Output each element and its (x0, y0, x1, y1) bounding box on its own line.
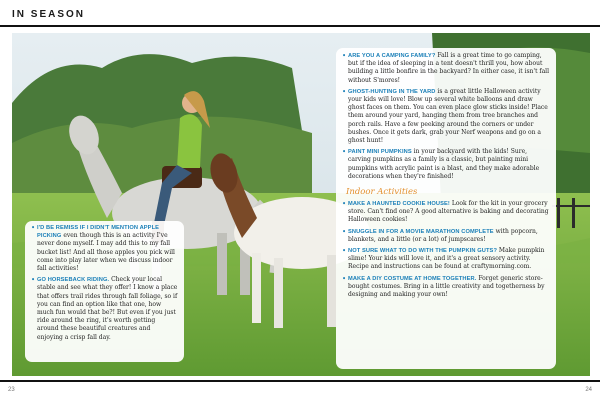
item-lead: ARE YOU A CAMPING FAMILY? (348, 53, 436, 59)
bullet-icon: • (342, 274, 347, 283)
list-item (342, 88, 550, 145)
item-lead: I'D BE REMISS IF I DIDN'T MENTION APPLE PICKING (37, 225, 160, 240)
item-text: with popcorn, blankets, and a little (or a lot) of jumpscares! (348, 227, 538, 243)
list-item (342, 200, 550, 225)
list-item (342, 247, 550, 272)
list-item (342, 228, 550, 244)
item-text: in your backyard with the kids! Sure, carving pumpkins as a family is a classic, but painting mini pumpkins with acrylic paint is a blast, and they make adorable decorations when they're finished! (348, 148, 540, 180)
list-item (31, 224, 178, 273)
bullet-icon: • (342, 52, 347, 60)
bullet-icon: • (342, 247, 347, 256)
item-text: Fall is a great time to go camping, but if the idea of sleeping in a tent doesn't thrill you, how about building a little bonfire in the backyard? In either case, it isn't fall without S'mores! (348, 52, 550, 84)
item-lead: GHOST-HUNTING IN THE YARD (348, 88, 436, 95)
item-lead: MAKE A HAUNTED COOKIE HOUSE! (348, 201, 450, 208)
item-text: even though this is an activity I've never done myself. I may add this to my fall bucket list! And all those apples you pick will come into play later when we discuss indoor fall activities! (37, 232, 175, 273)
page-number-right: 24 (585, 387, 592, 393)
item-lead: MAKE A DIY COSTUME AT HOME TOGETHER. (348, 275, 477, 282)
indoor-activities-title: Indoor Activities (346, 187, 418, 198)
right-activities-card (336, 48, 556, 369)
footer-rule (0, 380, 600, 382)
bullet-icon: • (31, 224, 36, 232)
header-rule (0, 25, 600, 27)
bullet-icon: • (31, 276, 36, 285)
list-item (31, 276, 178, 342)
list-item (342, 52, 550, 85)
bullet-icon: • (342, 227, 347, 236)
item-text: Look for the kit in your grocery store. Can't find one? A good alternative is baking and decorating Halloween cookies! (348, 200, 549, 224)
page-number-left: 23 (8, 387, 15, 393)
bullet-icon: • (342, 87, 347, 96)
section-header: IN SEASON (12, 9, 86, 20)
item-text: Make pumpkin slime! Your kids will love it, and it's a great sensory activity. Recipe and instructions can be found at craftymorning.com. (348, 247, 545, 271)
bullet-icon: • (342, 148, 347, 157)
item-lead: SNUGGLE IN FOR A MOVIE MARATHON COMPLETE (348, 228, 494, 235)
item-lead: GO HORSEBACK RIDING. (37, 277, 110, 284)
item-text: Forget generic store-bought costumes. Bring in a little creativity and togetherness by designing and making your own! (348, 274, 545, 299)
left-activities-card (25, 221, 184, 362)
bullet-icon: • (342, 200, 347, 209)
item-lead: PAINT MINI PUMPKINS (348, 149, 412, 156)
list-item (342, 275, 550, 300)
list-item (342, 148, 550, 181)
item-lead: NOT SURE WHAT TO DO WITH THE PUMPKIN GUTS? (348, 248, 498, 255)
item-text: is a great little Halloween activity your kids will love! Blow up several white balloons and draw ghost faces on them. You can even place glow sticks inside! Place them around your yard, hanging them from tree branches and porch rails. Have a few peeking around the corners or under bushes. Once it gets dark, grab your Nerf weapons and go on a ghost hunt! (348, 87, 548, 145)
item-text: Check your local stable and see what they offer! I know a place that offers trail rides through fall foliage, so if you can find an option like that one, how much fun would that be?! But even if you just ride around the ring, it's worth getting around these beautiful creatures and enjoying a crisp fall day. (37, 276, 178, 341)
